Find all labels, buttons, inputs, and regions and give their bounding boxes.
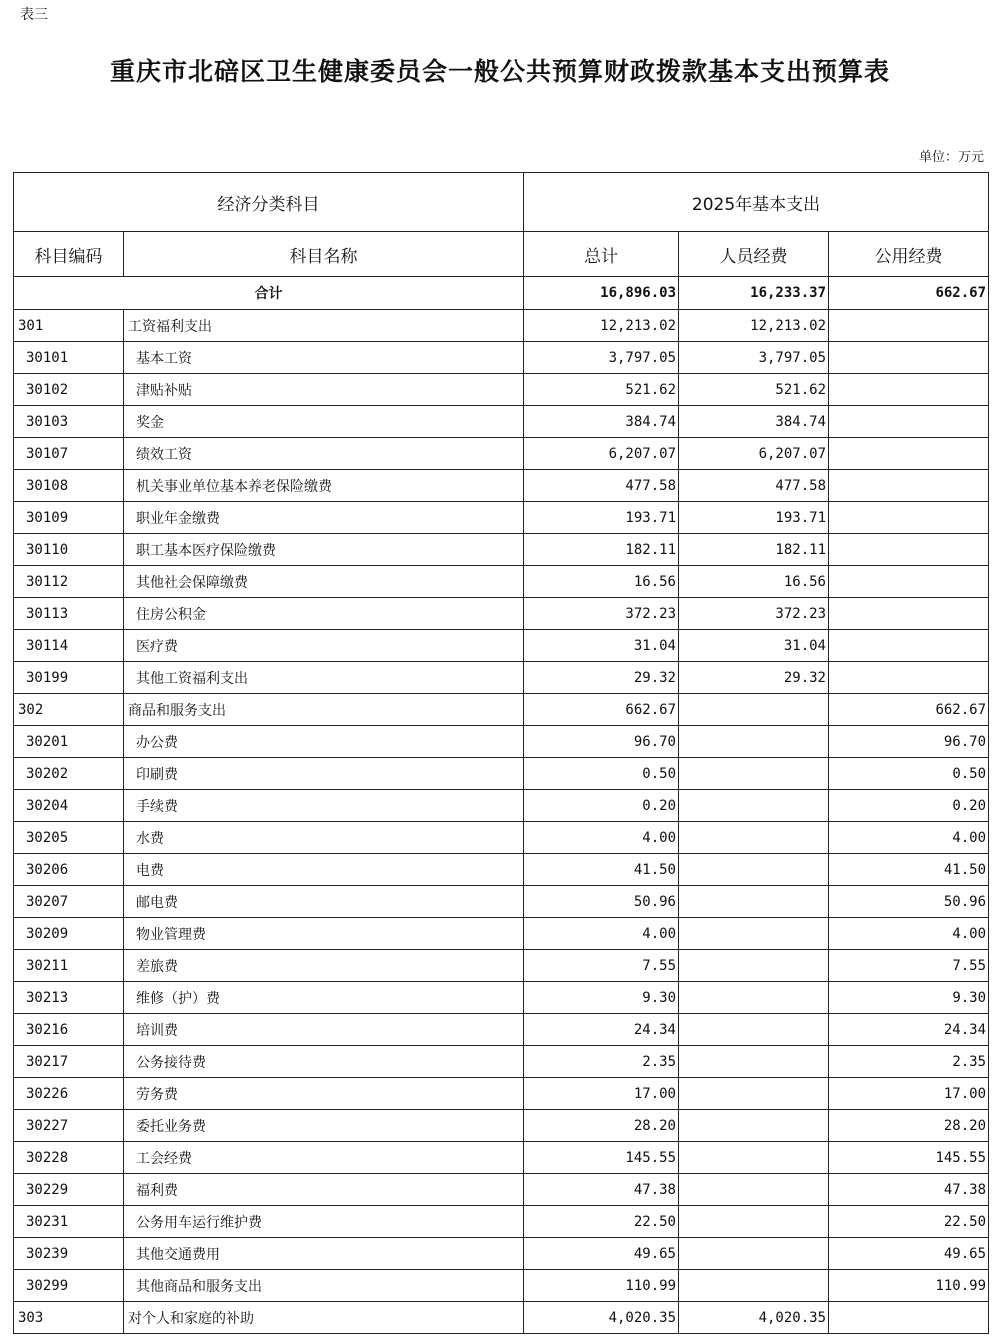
table-row — [14, 1174, 989, 1206]
row-name: 维修（护）费 — [124, 982, 524, 1014]
row-personnel — [679, 1110, 829, 1142]
table-row — [14, 1046, 989, 1078]
row-personnel — [679, 1174, 829, 1206]
header-year-expenditure: 2025年基本支出 — [524, 173, 989, 232]
row-total: 662.67 — [524, 694, 679, 726]
row-public — [829, 502, 989, 534]
row-total: 96.70 — [524, 726, 679, 758]
row-code: 30114 — [14, 630, 124, 662]
total-personnel: 16,233.37 — [679, 277, 829, 310]
row-personnel — [679, 1206, 829, 1238]
row-code: 30231 — [14, 1206, 124, 1238]
row-total: 110.99 — [524, 1270, 679, 1302]
row-total: 0.20 — [524, 790, 679, 822]
row-code: 30107 — [14, 438, 124, 470]
table-row — [14, 342, 989, 374]
row-name: 邮电费 — [124, 886, 524, 918]
total-label: 合计 — [14, 277, 524, 310]
row-name: 医疗费 — [124, 630, 524, 662]
row-name: 其他社会保障缴费 — [124, 566, 524, 598]
table-row — [14, 630, 989, 662]
table-row — [14, 662, 989, 694]
row-total: 49.65 — [524, 1238, 679, 1270]
row-name: 办公费 — [124, 726, 524, 758]
row-personnel: 16.56 — [679, 566, 829, 598]
row-name: 福利费 — [124, 1174, 524, 1206]
row-name: 手续费 — [124, 790, 524, 822]
row-personnel — [679, 758, 829, 790]
row-name: 委托业务费 — [124, 1110, 524, 1142]
row-public — [829, 406, 989, 438]
row-public: 50.96 — [829, 886, 989, 918]
row-code: 30108 — [14, 470, 124, 502]
row-total: 0.50 — [524, 758, 679, 790]
row-total: 17.00 — [524, 1078, 679, 1110]
row-public: 4.00 — [829, 918, 989, 950]
row-personnel — [679, 1046, 829, 1078]
row-personnel: 372.23 — [679, 598, 829, 630]
row-total: 22.50 — [524, 1206, 679, 1238]
row-personnel — [679, 822, 829, 854]
row-total: 28.20 — [524, 1110, 679, 1142]
table-row — [14, 1078, 989, 1110]
row-name: 电费 — [124, 854, 524, 886]
table-row — [14, 1302, 989, 1334]
row-total: 4.00 — [524, 822, 679, 854]
row-personnel — [679, 918, 829, 950]
row-name: 物业管理费 — [124, 918, 524, 950]
table-row — [14, 1142, 989, 1174]
row-name: 奖金 — [124, 406, 524, 438]
row-personnel — [679, 1078, 829, 1110]
row-public: 47.38 — [829, 1174, 989, 1206]
row-total: 384.74 — [524, 406, 679, 438]
row-public — [829, 470, 989, 502]
row-code: 30103 — [14, 406, 124, 438]
row-public: 22.50 — [829, 1206, 989, 1238]
row-public: 41.50 — [829, 854, 989, 886]
row-code: 30228 — [14, 1142, 124, 1174]
row-personnel — [679, 982, 829, 1014]
row-name: 其他交通费用 — [124, 1238, 524, 1270]
budget-table — [13, 172, 989, 1334]
row-public: 17.00 — [829, 1078, 989, 1110]
row-total: 182.11 — [524, 534, 679, 566]
row-public: 0.50 — [829, 758, 989, 790]
row-total: 31.04 — [524, 630, 679, 662]
table-row — [14, 982, 989, 1014]
row-name: 商品和服务支出 — [124, 694, 524, 726]
row-personnel: 384.74 — [679, 406, 829, 438]
table-row — [14, 790, 989, 822]
row-name: 其他工资福利支出 — [124, 662, 524, 694]
table-row — [14, 502, 989, 534]
row-personnel: 521.62 — [679, 374, 829, 406]
total-row — [14, 277, 989, 310]
row-name: 住房公积金 — [124, 598, 524, 630]
row-public — [829, 662, 989, 694]
row-name: 基本工资 — [124, 342, 524, 374]
row-public — [829, 566, 989, 598]
row-code: 303 — [14, 1302, 124, 1334]
row-total: 7.55 — [524, 950, 679, 982]
table-row — [14, 758, 989, 790]
table-row — [14, 1110, 989, 1142]
row-public — [829, 534, 989, 566]
row-personnel — [679, 950, 829, 982]
row-code: 30216 — [14, 1014, 124, 1046]
row-total: 2.35 — [524, 1046, 679, 1078]
row-code: 30299 — [14, 1270, 124, 1302]
row-code: 30211 — [14, 950, 124, 982]
header-name: 科目名称 — [124, 232, 524, 277]
row-personnel — [679, 1238, 829, 1270]
row-total: 4,020.35 — [524, 1302, 679, 1334]
table-row — [14, 918, 989, 950]
row-name: 印刷费 — [124, 758, 524, 790]
table-row — [14, 1206, 989, 1238]
row-code: 30227 — [14, 1110, 124, 1142]
table-row — [14, 438, 989, 470]
row-public: 96.70 — [829, 726, 989, 758]
row-public — [829, 342, 989, 374]
row-personnel: 477.58 — [679, 470, 829, 502]
row-name: 职业年金缴费 — [124, 502, 524, 534]
table-row — [14, 470, 989, 502]
row-code: 30109 — [14, 502, 124, 534]
unit-label: 单位：万元 — [918, 150, 984, 165]
total-sum: 16,896.03 — [524, 277, 679, 310]
row-public: 28.20 — [829, 1110, 989, 1142]
table-number-label: 表三 — [20, 7, 48, 23]
row-personnel — [679, 694, 829, 726]
header-personnel: 人员经费 — [679, 232, 829, 277]
row-total: 145.55 — [524, 1142, 679, 1174]
page-title: 重庆市北碚区卫生健康委员会一般公共预算财政拨款基本支出预算表 — [109, 57, 890, 86]
table-row — [14, 886, 989, 918]
row-public — [829, 1302, 989, 1334]
header-public: 公用经费 — [829, 232, 989, 277]
row-name: 绩效工资 — [124, 438, 524, 470]
row-personnel — [679, 1142, 829, 1174]
row-public — [829, 630, 989, 662]
row-public: 145.55 — [829, 1142, 989, 1174]
row-total: 9.30 — [524, 982, 679, 1014]
row-name: 职工基本医疗保险缴费 — [124, 534, 524, 566]
row-code: 30102 — [14, 374, 124, 406]
row-personnel: 29.32 — [679, 662, 829, 694]
row-name: 工会经费 — [124, 1142, 524, 1174]
row-public: 7.55 — [829, 950, 989, 982]
header-econ-category: 经济分类科目 — [14, 173, 524, 232]
row-public — [829, 310, 989, 342]
row-personnel — [679, 790, 829, 822]
row-code: 30204 — [14, 790, 124, 822]
row-total: 6,207.07 — [524, 438, 679, 470]
row-personnel — [679, 1270, 829, 1302]
table-row — [14, 694, 989, 726]
row-personnel: 31.04 — [679, 630, 829, 662]
row-name: 其他商品和服务支出 — [124, 1270, 524, 1302]
row-code: 30239 — [14, 1238, 124, 1270]
row-total: 24.34 — [524, 1014, 679, 1046]
row-code: 30201 — [14, 726, 124, 758]
table-row — [14, 598, 989, 630]
row-name: 水费 — [124, 822, 524, 854]
row-name: 培训费 — [124, 1014, 524, 1046]
row-total: 16.56 — [524, 566, 679, 598]
row-code: 30217 — [14, 1046, 124, 1078]
row-personnel — [679, 854, 829, 886]
row-code: 30206 — [14, 854, 124, 886]
row-personnel: 3,797.05 — [679, 342, 829, 374]
row-personnel: 182.11 — [679, 534, 829, 566]
table-row — [14, 310, 989, 342]
row-total: 477.58 — [524, 470, 679, 502]
row-code: 30205 — [14, 822, 124, 854]
row-code: 30113 — [14, 598, 124, 630]
row-total: 3,797.05 — [524, 342, 679, 374]
table-row — [14, 854, 989, 886]
total-public: 662.67 — [829, 277, 989, 310]
row-personnel: 4,020.35 — [679, 1302, 829, 1334]
row-name: 机关事业单位基本养老保险缴费 — [124, 470, 524, 502]
row-name: 劳务费 — [124, 1078, 524, 1110]
header-code: 科目编码 — [14, 232, 124, 277]
row-total: 4.00 — [524, 918, 679, 950]
table-row — [14, 1238, 989, 1270]
row-name: 公务用车运行维护费 — [124, 1206, 524, 1238]
header-total: 总计 — [524, 232, 679, 277]
row-public: 0.20 — [829, 790, 989, 822]
row-name: 公务接待费 — [124, 1046, 524, 1078]
row-personnel — [679, 1014, 829, 1046]
row-public — [829, 374, 989, 406]
table-row — [14, 950, 989, 982]
row-public — [829, 598, 989, 630]
row-total: 50.96 — [524, 886, 679, 918]
row-code: 30202 — [14, 758, 124, 790]
row-name: 津贴补贴 — [124, 374, 524, 406]
row-total: 193.71 — [524, 502, 679, 534]
table-row — [14, 566, 989, 598]
row-code: 30229 — [14, 1174, 124, 1206]
row-public: 4.00 — [829, 822, 989, 854]
row-public: 2.35 — [829, 1046, 989, 1078]
row-public — [829, 438, 989, 470]
row-public: 110.99 — [829, 1270, 989, 1302]
row-code: 30110 — [14, 534, 124, 566]
row-total: 47.38 — [524, 1174, 679, 1206]
row-name: 工资福利支出 — [124, 310, 524, 342]
row-name: 差旅费 — [124, 950, 524, 982]
row-personnel — [679, 886, 829, 918]
row-code: 30207 — [14, 886, 124, 918]
row-code: 301 — [14, 310, 124, 342]
row-personnel: 193.71 — [679, 502, 829, 534]
table-row — [14, 822, 989, 854]
row-total: 372.23 — [524, 598, 679, 630]
row-total: 29.32 — [524, 662, 679, 694]
row-name: 对个人和家庭的补助 — [124, 1302, 524, 1334]
row-code: 302 — [14, 694, 124, 726]
row-code: 30199 — [14, 662, 124, 694]
row-code: 30226 — [14, 1078, 124, 1110]
table-row — [14, 1014, 989, 1046]
table-row — [14, 374, 989, 406]
row-personnel: 6,207.07 — [679, 438, 829, 470]
row-code: 30101 — [14, 342, 124, 374]
table-row — [14, 534, 989, 566]
row-code: 30209 — [14, 918, 124, 950]
row-total: 12,213.02 — [524, 310, 679, 342]
table-row — [14, 1270, 989, 1302]
row-personnel: 12,213.02 — [679, 310, 829, 342]
row-public: 662.67 — [829, 694, 989, 726]
row-total: 41.50 — [524, 854, 679, 886]
row-code: 30213 — [14, 982, 124, 1014]
row-public: 24.34 — [829, 1014, 989, 1046]
table-row — [14, 406, 989, 438]
row-code: 30112 — [14, 566, 124, 598]
row-total: 521.62 — [524, 374, 679, 406]
row-public: 49.65 — [829, 1238, 989, 1270]
row-personnel — [679, 726, 829, 758]
table-row — [14, 726, 989, 758]
row-public: 9.30 — [829, 982, 989, 1014]
